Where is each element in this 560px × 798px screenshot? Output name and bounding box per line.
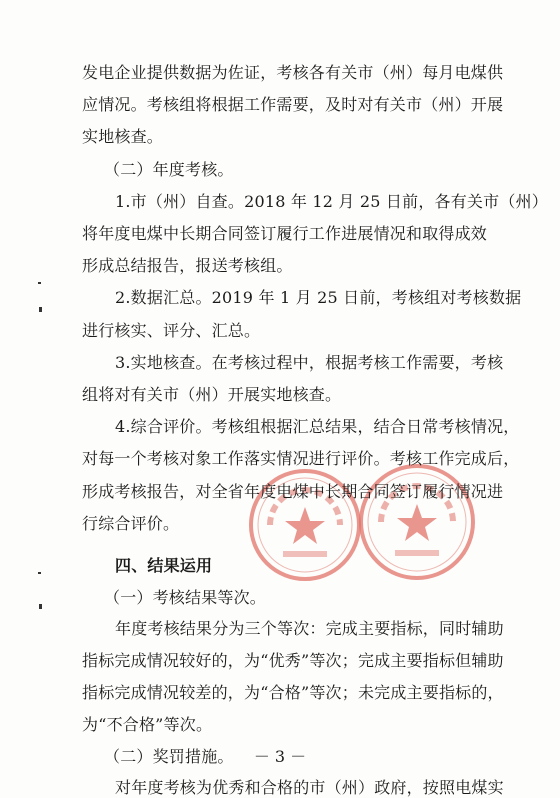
body-line: （二）奖罚措施。 [104, 747, 234, 766]
scan-mark [39, 604, 42, 609]
body-line: 应情况。考核组将根据工作需要，及时对有关市（州）开展 [82, 95, 504, 114]
body-line: 1.市（州）自查。2018 年 12 月 25 日前，各有关市（州） [115, 192, 548, 211]
body-line: 4.综合评价。考核组根据汇总结果，结合日常考核情况， [115, 417, 520, 436]
body-line: 组将对有关市（州）开展实地核查。 [82, 385, 342, 404]
body-line: 3.实地核查。在考核过程中，根据考核工作需要，考核 [115, 353, 504, 372]
body-line: 指标完成情况较好的，为“优秀”等次；完成主要指标但辅助 [82, 651, 504, 670]
body-line: 为“不合格”等次。 [82, 715, 213, 734]
official-seal-right [355, 460, 479, 584]
body-line: 年度考核结果分为三个等次：完成主要指标，同时辅助 [115, 619, 504, 638]
body-line: 行综合评价。 [82, 514, 180, 533]
body-line: 形成总结报告，报送考核组。 [82, 256, 293, 275]
body-line: 对年度考核为优秀和合格的市（州）政府，按照电煤实 [115, 778, 504, 797]
body-line: 指标完成情况较差的，为“合格”等次；未完成主要指标的， [82, 683, 504, 702]
body-line: 实地核查。 [82, 127, 164, 146]
body-line: 将年度电煤中长期合同签订履行工作进展情况和取得成效 [82, 224, 488, 243]
body-line: （一）考核结果等次。 [104, 588, 267, 607]
scan-mark [38, 282, 41, 284]
body-line: 发电企业提供数据为佐证，考核各有关市（州）每月电煤供 [82, 63, 504, 82]
body-line: 进行核实、评分、汇总。 [82, 321, 261, 340]
scan-mark [38, 572, 41, 574]
section-heading: 四、结果运用 [115, 556, 213, 575]
body-line: 2.数据汇总。2019 年 1 月 25 日前，考核组对考核数据 [115, 288, 522, 307]
scan-mark [39, 307, 42, 312]
body-line: （二）年度考核。 [104, 160, 234, 179]
page-number: － 3 － [253, 747, 307, 766]
body-line: 形成考核报告，对全省年度电煤中长期合同签订履行情况进 [82, 482, 504, 501]
body-line: 对每一个考核对象工作落实情况进行评价。考核工作完成后， [82, 449, 520, 468]
